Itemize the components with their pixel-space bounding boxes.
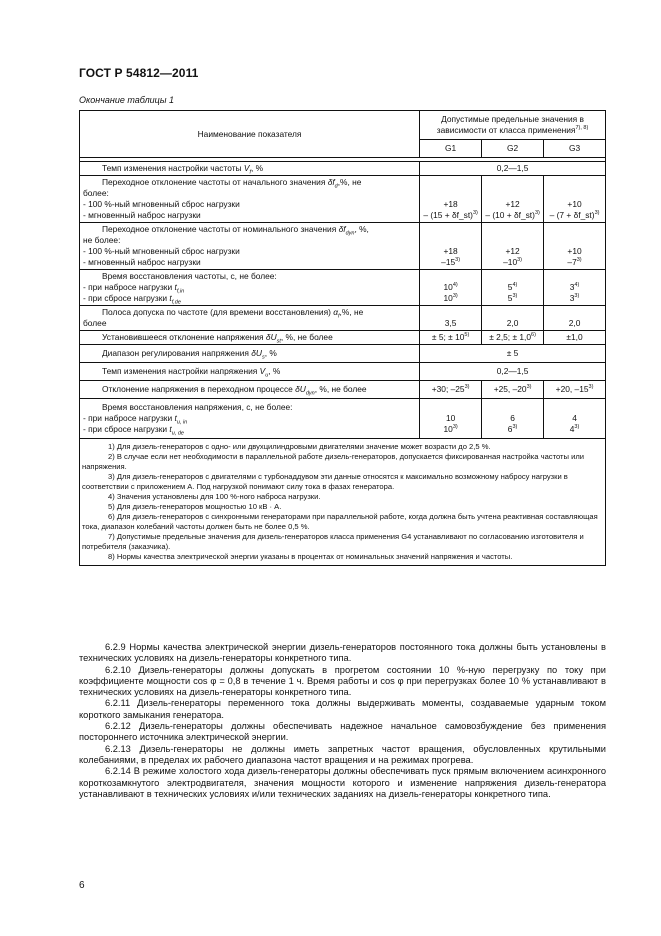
footnote: 8) Нормы качества электрической энергии указаны в процентах от номинальных значений напряжения и частоты. bbox=[108, 552, 513, 561]
table-row: Переходное отклонение частоты от номинального значения $\delta f_{dyn}$, %, не более: - 100 %-ный мгновенный сброс нагрузки - мгновенный наброс нагрузки +18 –15$^{3)}$ +12 –10$^{3)}$ +10 –7$^{3)}$ bbox=[80, 223, 606, 270]
class-g3: G3 bbox=[544, 140, 606, 158]
footnote: 4) Значения установлены для 100 %-ного наброса нагрузки. bbox=[108, 492, 321, 501]
footnote: 2) В случае если нет необходимости в параллельной работе дизель-генераторов, допускается фиксированная настройка частоты или напряжения. bbox=[82, 452, 585, 471]
page-number: 6 bbox=[79, 880, 85, 891]
paragraph: 6.2.12 Дизель-генераторы должны обеспечивать надежное начальное самовозбуждение без применения постороннего источника электрической энергии. bbox=[79, 721, 606, 743]
header-indicator-name: Наименование показателя bbox=[80, 111, 420, 158]
footnote: 3) Для дизель-генераторов с двигателями с турбонаддувом эти данные относятся к максимально возможному набросу нагрузки в соответствии с приложением А. Под нагрузкой понимают силу тока в фазах генератора. bbox=[82, 472, 568, 491]
table-header-row bbox=[80, 111, 606, 140]
table-caption: Окончание таблицы 1 bbox=[79, 95, 174, 105]
requirements-table bbox=[79, 110, 606, 566]
merged-value: 0,2—1,5 bbox=[420, 162, 606, 176]
table-row: Полоса допуска по частоте (для времени восстановления) $\alpha_f,\%$, не более 3,5 2,0 2,0 bbox=[80, 306, 606, 331]
table-row: Время восстановления частоты, с, не более: - при набросе нагрузки $t_{f,in}$ - при сбросе нагрузки $t_{f,de}$ 10$^{4)}$ 10$^{3)}$ 5$^{4)}$ 5$^{3)}$ 3$^{4)}$ 3$^{3)}$ bbox=[80, 270, 606, 306]
paragraph: 6.2.11 Дизель-генераторы переменного тока должны выдерживать моменты, создаваемые ударным током короткого замыкания генератора. bbox=[79, 698, 606, 720]
paragraph: 6.2.10 Дизель-генераторы должны допускать в прогретом состоянии 10 %-ную перегрузку по току при коэффициенте мощности cos φ = 0,8 в течение 1 ч. Время работы и cos φ при перегрузках более 10 % устанавливают в технических условиях на дизель-генераторы конкретного типа. bbox=[79, 664, 606, 698]
footnote: 6) Для дизель-генераторов с синхронными генераторами при параллельной работе, когда должна быть учтена реактивная составляющая тока, диапазон колебаний частоты должен быть не более 0,5 %. bbox=[82, 512, 598, 531]
footnote: 1) Для дизель-генераторов с одно- или двухцилиндровыми двигателями значение может возрасти до 2,5 %. bbox=[108, 442, 491, 451]
class-g2: G2 bbox=[482, 140, 544, 158]
table-row: Диапазон регулирования напряжения $\delta U_s$, % ± 5 bbox=[80, 345, 606, 363]
paragraph: 6.2.14 В режиме холостого хода дизель-генераторы должны обеспечивать пуск прямым включением асинхронного короткозамкнутого электродвигателя, значения мощности которого и изменение напряжения дизель-генератора устанавливают в технических условиях и/или технических заданиях на дизель-генераторы конкретного типа. bbox=[79, 766, 606, 799]
table-row: Установившееся отклонение напряжения $\delta U_{st}$, %, не более ± 5; ± $10^{5)}$ ± 2,5; ± $1,0^{6)}$ ±1,0 bbox=[80, 331, 606, 345]
table-row: Темп изменения настройки напряжения $V_u$, % 0,2—1,5 bbox=[80, 363, 606, 381]
table-footnotes bbox=[80, 439, 606, 566]
header-limit-values: Допустимые предельные значения в зависимости от класса применения$^{7), 8)}$ bbox=[420, 111, 606, 140]
table-row: Переходное отклонение частоты от начального значения $\delta f_d,\%$, не более: - 100 %-ный мгновенный сброс нагрузки - мгновенный наброс нагрузки +18 – (15 + δf_st)$^{3)}$ +12 – (10 + δf_st)$^{3)}$ +10 – (7 + δf_st)$^{3)}$ bbox=[80, 176, 606, 223]
table-row: Темп изменения настройки частоты $V_f$, % 0,2—1,5 bbox=[80, 162, 606, 176]
footnote: 7) Допустимые предельные значения для дизель-генераторов класса применения G4 устанавливают по согласованию изготовителя и потребителя (заказчика). bbox=[82, 532, 584, 551]
document-header: ГОСТ Р 54812—2011 bbox=[79, 66, 199, 80]
class-g1: G1 bbox=[420, 140, 482, 158]
paragraph: 6.2.9 Нормы качества электрической энергии дизель-генераторов постоянного тока должны быть установлены в технических условиях на дизель-генераторы конкретного типа. bbox=[79, 642, 606, 664]
table-row: Время восстановления напряжения, с, не более: - при набросе нагрузки $t_{u, in}$ - при сбросе нагрузки $t_{u, de}$ 10 10$^{3)}$ 6 6$^{3)}$ 4 4$^{3)}$ bbox=[80, 399, 606, 439]
table-row: Отклонение напряжения в переходном процессе $\delta U_{dyn}$, %, не более +30; –25$^{3)}$ +25, –20$^{3)}$ +20, –15$^{3)}$ bbox=[80, 381, 606, 399]
body-text bbox=[79, 642, 606, 800]
paragraph: 6.2.13 Дизель-генераторы не должны иметь запретных частот вращения, обусловленных крутильными колебаниями, в пределах их рабочего диапазона частот вращения и на режимах прогрева. bbox=[79, 743, 606, 765]
footnote: 5) Для дизель-генераторов мощностью 10 кВ · А. bbox=[108, 502, 282, 511]
